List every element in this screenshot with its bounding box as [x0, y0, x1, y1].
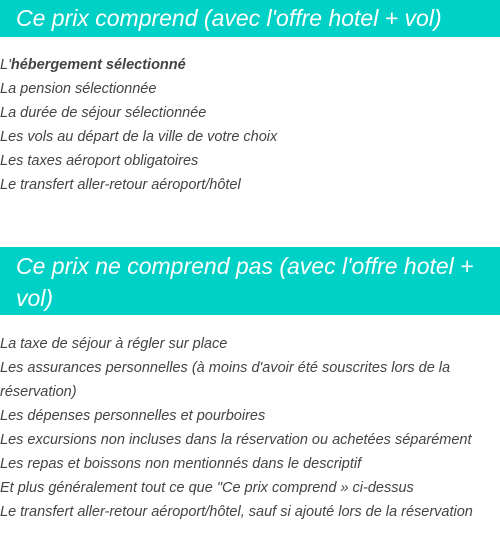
included-item-accommodation-bold: hébergement sélectionné [10, 57, 186, 73]
included-item-accommodation [0, 53, 500, 77]
included-item: Les vols au départ de la ville de votre choix [0, 129, 278, 145]
excluded-item: Le transfert aller-retour aéroport/hôtel, sauf si ajouté lors de la réservation [0, 504, 473, 520]
included-item: Les taxes aéroport obligatoires [0, 153, 199, 169]
excluded-item: Les excursions non incluses dans la réservation ou achetées séparément [0, 432, 472, 448]
excluded-item: Les repas et boissons non mentionnés dans le descriptif [0, 456, 362, 472]
included-item: La durée de séjour sélectionnée [0, 105, 207, 121]
included-item: La pension sélectionnée [0, 81, 157, 97]
excluded-item: Et plus généralement tout ce que "Ce prix comprend » ci-dessus [0, 480, 414, 496]
included-list [0, 53, 500, 197]
excluded-item: La taxe de séjour à régler sur place [0, 336, 228, 352]
excluded-item: Les assurances personnelles (à moins d'avoir été souscrites lors de la réservation) [0, 360, 451, 400]
included-section-title: Ce prix comprend (avec l'offre hotel + vol) [0, 0, 500, 37]
excluded-item: Les dépenses personnelles et pourboires [0, 408, 266, 424]
included-item-accommodation-prefix: L' [0, 57, 11, 73]
excluded-list [0, 332, 500, 524]
included-item: Le transfert aller-retour aéroport/hôtel [0, 177, 241, 193]
excluded-section-title: Ce prix ne comprend pas (avec l'offre hotel + vol) [0, 247, 500, 315]
